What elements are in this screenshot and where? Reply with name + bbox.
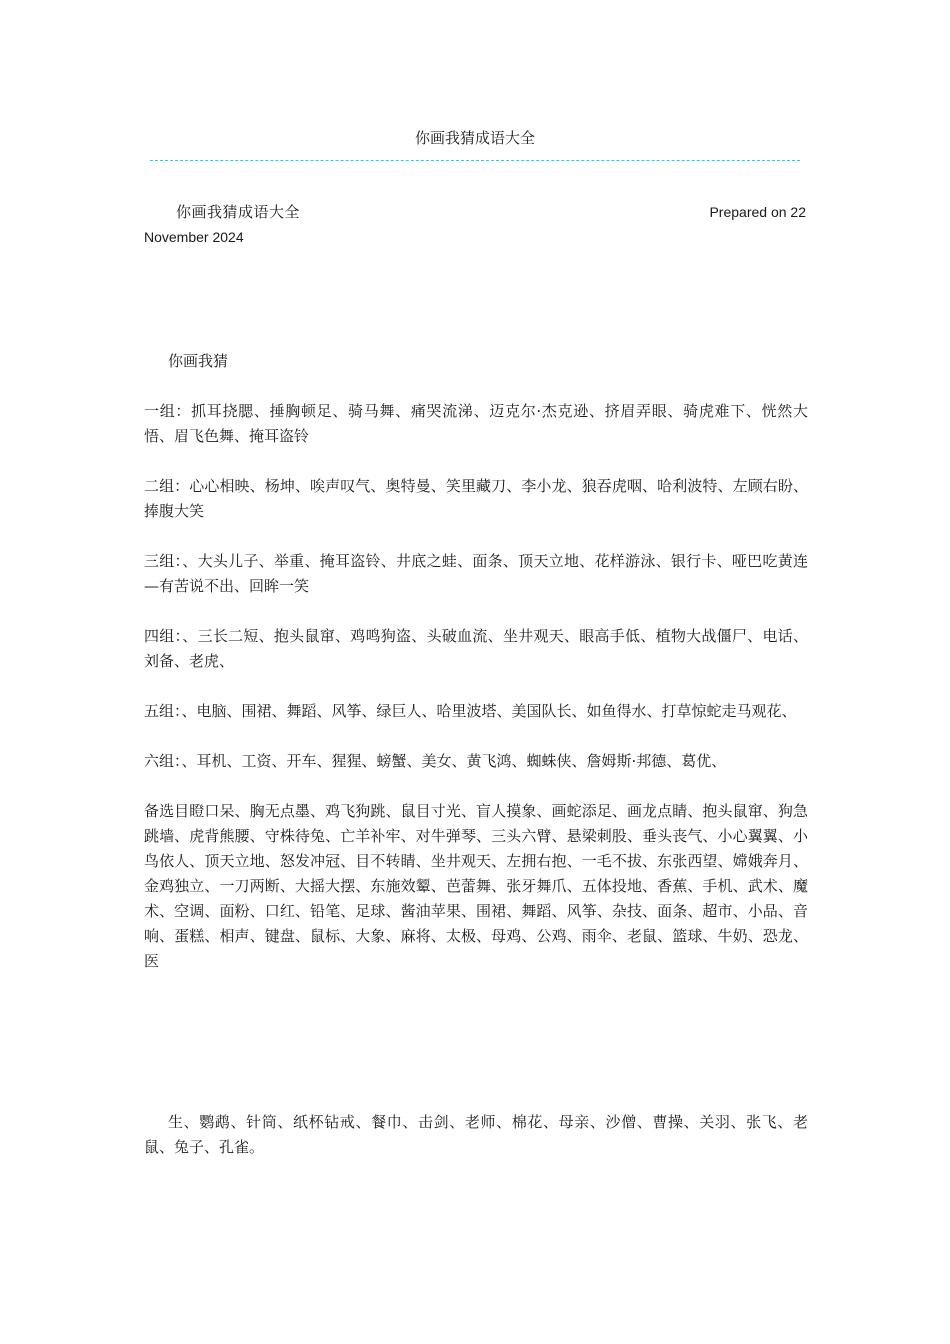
group-paragraph-3: 三组：、大头儿子、举重、掩耳盗铃、井底之蛙、面条、顶天立地、花样游泳、银行卡、哑巴吃黄连—有苦说不出、回眸一笑 [144,552,808,595]
group-paragraph-2: 二组：心心相映、杨坤、唉声叹气、奥特曼、笑里藏刀、李小龙、狼吞虎咽、哈利波特、左顾右盼、捧腹大笑 [144,477,808,520]
document-title: 你画我猜成语大全 [176,203,301,221]
page-header-title: 你画我猜成语大全 [414,129,535,147]
document-meta [144,200,806,250]
prepared-date-prefix: Prepared on 22 [709,204,806,220]
continuation-paragraph: 生、鹦鹉、针筒、纸杯钻戒、餐巾、击剑、老师、棉花、母亲、沙僧、曹操、关羽、张飞、老鼠、兔子、孔雀。 [144,1113,808,1156]
backup-list-paragraph: 备选目瞪口呆、胸无点墨、鸡飞狗跳、鼠目寸光、盲人摸象、画蛇添足、画龙点睛、抱头鼠窜、狗急跳墙、虎背熊腰、守株待兔、亡羊补牢、对牛弹琴、三头六臂、悬梁刺股、垂头丧气、小心翼翼、小鸟依人、顶天立地、怒发冲冠、目不转睛、坐井观天、左拥右抱、一毛不拔、东张西望、嫦娥奔月、金鸡独立、一刀两断、大摇大摆、东施效颦、芭蕾舞、张牙舞爪、五体投地、香蕉、手机、武术、魔术、空调、面粉、口红、铅笔、足球、酱油苹果、围裙、舞蹈、风筝、杂技、面条、超市、小品、音响、蛋糕、相声、键盘、鼠标、大象、麻将、太极、母鸡、公鸡、雨伞、老鼠、篮球、牛奶、恐龙、医 [144,802,808,970]
group-paragraph-1: 一组：抓耳挠腮、捶胸顿足、骑马舞、痛哭流涕、迈克尔·杰克逊、挤眉弄眼、骑虎难下、恍然大悟、眉飞色舞、掩耳盗铃 [144,402,808,445]
section-heading: 你画我猜 [168,352,229,370]
group-paragraph-4: 四组：、三长二短、抱头鼠窜、鸡鸣狗盗、头破血流、坐井观天、眼高手低、植物大战僵尸、电话、刘备、老虎、 [144,627,808,670]
document-body [144,349,808,999]
meta-line [144,200,806,225]
group-paragraph-5: 五组：、电脑、围裙、舞蹈、风筝、绿巨人、哈里波塔、美国队长、如鱼得水、打草惊蛇走马观花、 [144,702,797,720]
group-paragraph-6: 六组：、耳机、工资、开车、猩猩、螃蟹、美女、黄飞鸿、蜘蛛侠、詹姆斯·邦德、葛优、 [144,752,727,770]
prepared-date-rest: November 2024 [144,229,244,245]
header-divider [150,160,800,161]
